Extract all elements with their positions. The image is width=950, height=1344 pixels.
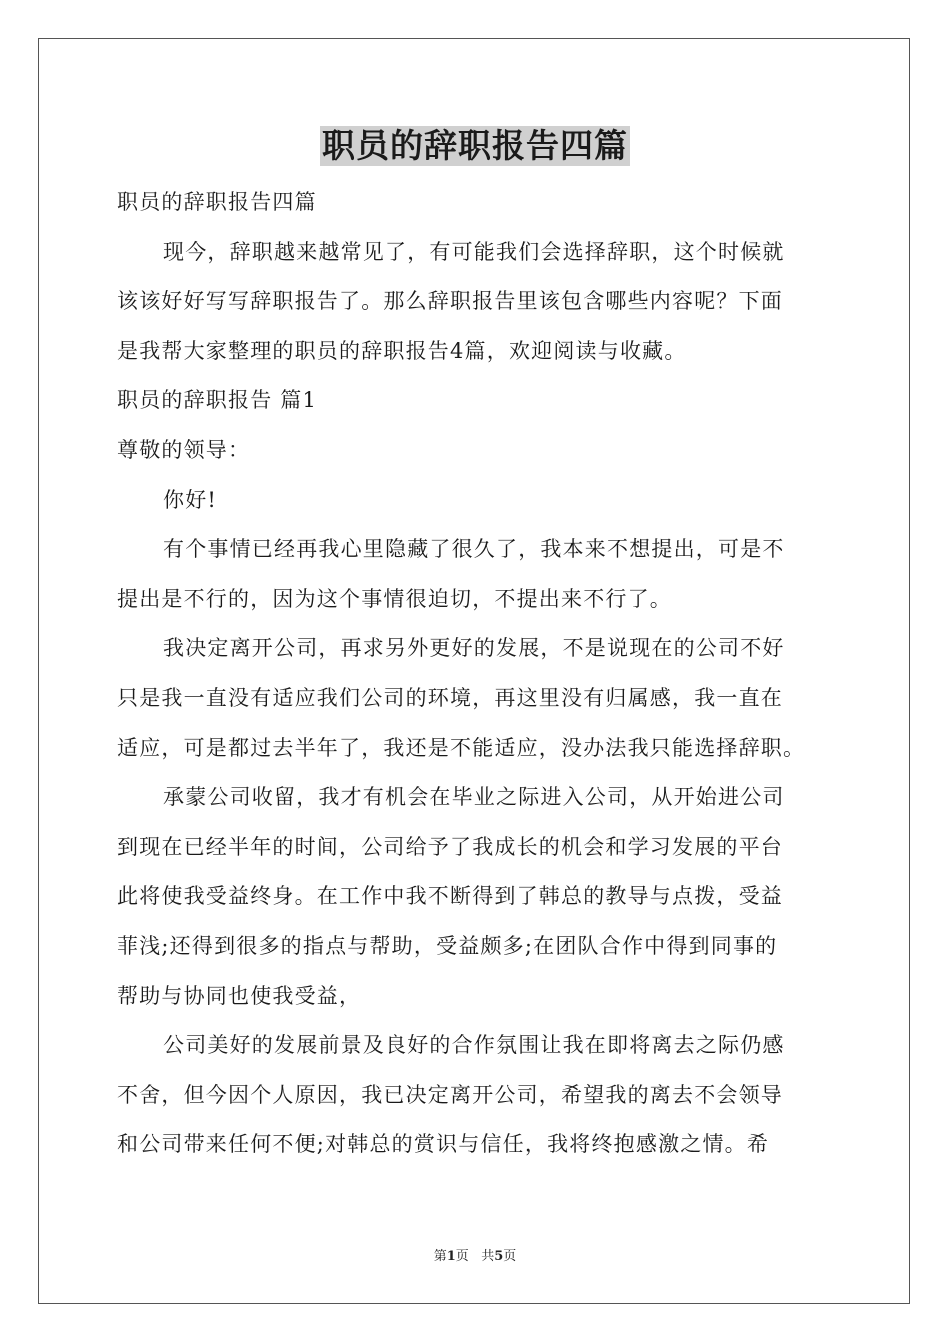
text-line: 和公司带来任何不便;对韩总的赏识与信任，我将终抱感激之情。希: [117, 1132, 770, 1157]
text-line: 帮助与协同也使我受益，: [117, 983, 362, 1008]
text-line: 提出是不行的，因为这个事情很迫切，不提出来不行了。: [117, 586, 672, 611]
total-suffix: 页: [503, 1249, 517, 1264]
total-pages: 5: [494, 1249, 504, 1264]
text-line: 承蒙公司收留，我才有机会在毕业之际进入公司，从开始进公司: [163, 785, 785, 810]
text-line: 公司美好的发展前景及良好的合作氛围让我在即将离去之际仍感: [163, 1033, 785, 1058]
page-prefix: 第: [433, 1249, 447, 1264]
text-line: 此将使我受益终身。在工作中我不断得到了韩总的教导与点拨，受益: [117, 884, 783, 909]
page-footer: [0, 1245, 950, 1264]
text-line: 该该好好写写辞职报告了。那么辞职报告里该包含哪些内容呢？下面: [117, 289, 783, 314]
text-line: 我决定离开公司，再求另外更好的发展，不是说现在的公司不好: [163, 636, 785, 661]
total-prefix: 共: [481, 1249, 495, 1264]
text-line: 尊敬的领导：: [117, 437, 251, 462]
title-container: [0, 126, 950, 166]
text-line: 职员的辞职报告四篇: [117, 190, 317, 214]
text-line: 适应，可是都过去半年了，我还是不能适应，没办法我只能选择辞职。: [117, 735, 806, 760]
text-line: 现今，辞职越来越常见了，有可能我们会选择辞职，这个时候就: [163, 239, 785, 264]
text-line: 不舍，但今因个人原因，我已决定离开公司，希望我的离去不会领导: [117, 1082, 783, 1107]
page-number: 1: [446, 1249, 456, 1264]
text-line: 有个事情已经再我心里隐藏了很久了，我本来不想提出，可是不: [163, 537, 785, 562]
page-suffix: 页: [455, 1249, 469, 1264]
text-line: 是我帮大家整理的职员的辞职报告4篇，欢迎阅读与收藏。: [117, 338, 687, 363]
text-line: 你好!: [163, 487, 218, 512]
text-line: 只是我一直没有适应我们公司的环境，再这里没有归属感，我一直在: [117, 685, 783, 710]
text-line: 到现在已经半年的时间，公司给予了我成长的机会和学习发展的平台: [117, 834, 783, 859]
text-line: 职员的辞职报告 篇1: [117, 388, 318, 413]
text-line: 菲浅;还得到很多的指点与帮助，受益颇多;在团队合作中得到同事的: [117, 933, 778, 958]
document-body: [117, 178, 837, 1170]
document-title: 职员的辞职报告四篇: [322, 126, 628, 165]
